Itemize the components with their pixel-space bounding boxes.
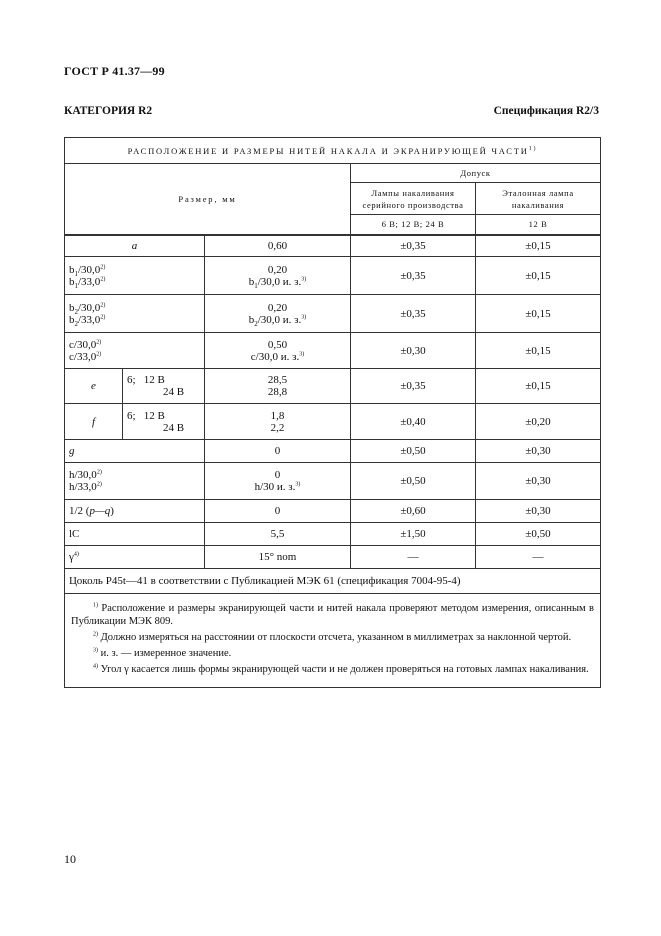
footnote-mark: 2): [93, 631, 98, 638]
dim-value: [205, 404, 351, 440]
footnote-ref: 2): [100, 275, 106, 282]
table-row: [65, 546, 601, 569]
dim-label: [65, 463, 205, 500]
dim-subscript: 1: [74, 269, 78, 278]
footnote-ref: 2): [96, 469, 102, 476]
tol-reference: ±0,20: [476, 404, 601, 440]
reference-lamp-header: Эталонная лампа накаливания: [476, 183, 601, 215]
dim-subscript: 2: [74, 319, 78, 328]
dim-line: h/33,0: [69, 481, 97, 493]
footnote-ref: 3): [301, 275, 307, 282]
table-row: [65, 235, 601, 257]
tol-reference: ±0,15: [476, 257, 601, 295]
table-row: [65, 404, 601, 440]
tol-reference: ±0,50: [476, 523, 601, 546]
dim-measured: h/30 и. з.: [254, 481, 296, 493]
dimensions-table: [64, 137, 601, 688]
dim-line: c/30,0: [69, 338, 97, 351]
dim-value: [205, 369, 351, 404]
voltage-line: 24 В: [163, 386, 185, 398]
voltage-line: 24 В: [163, 421, 185, 434]
tol-serial: ±1,50: [351, 523, 476, 546]
tol-serial: ±0,50: [351, 463, 476, 500]
tol-serial: ±0,50: [351, 440, 476, 463]
specification-label: Спецификация R2/3: [493, 105, 599, 117]
dim-label-part: p—q: [89, 505, 111, 517]
footnote: [71, 647, 594, 660]
dim-label: lC: [65, 523, 205, 546]
footnote-mark: 3): [93, 647, 98, 654]
dim-distance: /30,0: [78, 263, 101, 276]
dim-value: [205, 333, 351, 369]
footnotes: [65, 594, 601, 688]
notes-row: [65, 594, 601, 688]
footnote-ref: 3): [299, 350, 305, 357]
dim-symbol: b: [248, 275, 255, 288]
dim-label: e: [65, 369, 123, 404]
footnote: [71, 602, 594, 628]
dim-subscript: 1: [254, 281, 258, 290]
footnote-text: Угол γ касается лишь формы экранирующей части и не должен проверяться на готовых лампах накаливания.: [100, 664, 589, 675]
table-row: [65, 523, 601, 546]
cap-text: Цоколь P45t—41 в соответствии с Публикацией МЭК 61 (спецификация 7004-95-4): [65, 569, 601, 594]
footnote-ref: 2): [96, 350, 102, 357]
dim-value: 5,5: [205, 523, 351, 546]
dim-subscript: 2: [74, 307, 78, 316]
dim-symbol: b: [248, 313, 255, 326]
cap-row: [65, 569, 601, 594]
footnote-text: Расположение и размеры экранирующей части и нитей накала проверяют методом измерения, описанным в Публикации МЭК 809.: [71, 603, 594, 627]
tol-serial: ±0,35: [351, 257, 476, 295]
dim-value: [205, 463, 351, 500]
tol-serial: ±0,35: [351, 235, 476, 257]
table-row: [65, 333, 601, 369]
dim-value: [205, 257, 351, 295]
tol-serial: ±0,40: [351, 404, 476, 440]
header-row: [65, 164, 601, 183]
page-number: 10: [64, 852, 76, 866]
table-row: [65, 500, 601, 523]
dim-measured: /30,0 и. з.: [257, 313, 302, 326]
table-title-text: РАСПОЛОЖЕНИЕ И РАЗМЕРЫ НИТЕЙ НАКАЛА И ЭКРАНИРУЮЩЕЙ ЧАСТИ: [127, 145, 529, 156]
dim-value-line: 1,8: [270, 409, 285, 422]
serial-lamps-header: Лампы накаливания серийного производства: [351, 183, 476, 215]
tol-serial: —: [351, 546, 476, 569]
dim-symbol: b: [69, 313, 75, 326]
dim-symbol: b: [69, 301, 75, 314]
footnote-ref: 2): [100, 263, 106, 270]
dim-measured: c/30,0 и. з.: [250, 350, 300, 363]
tol-reference: ±0,30: [476, 463, 601, 500]
tolerance-header: Допуск: [351, 164, 601, 183]
tol-reference: ±0,15: [476, 295, 601, 333]
footnote-ref: 2): [100, 313, 106, 320]
tol-reference: ±0,15: [476, 333, 601, 369]
dim-label: [65, 546, 205, 569]
dim-label: [65, 257, 205, 295]
table-row: [65, 440, 601, 463]
footnote: [71, 663, 594, 676]
category-label: КАТЕГОРИЯ R2: [64, 105, 153, 117]
dim-voltage: [123, 369, 205, 404]
serial-voltage: 6 В; 12 В; 24 В: [351, 215, 476, 235]
tol-reference: ±0,30: [476, 500, 601, 523]
dim-value: [205, 295, 351, 333]
footnote-ref: 4): [73, 551, 79, 558]
dim-value-line: 28,5: [267, 374, 288, 386]
footnote-ref: 2): [96, 338, 102, 345]
dim-subscript: 1: [74, 281, 78, 290]
table-row: [65, 463, 601, 500]
tol-reference: ±0,15: [476, 369, 601, 404]
dim-label: a: [65, 235, 205, 257]
document-standard-number: ГОСТ Р 41.37—99: [64, 64, 165, 78]
dim-value: 0,60: [205, 235, 351, 257]
footnote-mark: 1): [93, 602, 98, 609]
dim-value-line: 28,8: [267, 386, 288, 398]
table-title-row: [65, 138, 601, 164]
size-header: Размер, мм: [65, 164, 351, 235]
table-row: [65, 257, 601, 295]
dim-label: [65, 295, 205, 333]
dim-label: g: [65, 440, 205, 463]
dim-value: 0: [205, 500, 351, 523]
dim-value-line: 0,20: [267, 301, 288, 314]
dim-distance: /30,0: [78, 301, 101, 314]
dim-distance: /33,0: [78, 313, 101, 326]
footnote-ref: 3): [295, 481, 301, 488]
voltage-line: 6; 12 В: [127, 409, 165, 422]
reference-voltage: 12 В: [476, 215, 601, 235]
dim-value-line: 2,2: [270, 421, 285, 434]
tol-serial: ±0,35: [351, 295, 476, 333]
footnote: [71, 631, 594, 644]
tol-reference: ±0,30: [476, 440, 601, 463]
dim-distance: /33,0: [78, 275, 101, 288]
gamma-symbol: γ: [69, 551, 74, 563]
dim-measured: /30,0 и. з.: [257, 275, 302, 288]
table-row: [65, 295, 601, 333]
dim-subscript: 2: [254, 319, 258, 328]
dim-value-line: 0,20: [267, 263, 288, 276]
dim-value: 15° nom: [205, 546, 351, 569]
dim-label: [65, 500, 205, 523]
tol-serial: ±0,30: [351, 333, 476, 369]
table-row: [65, 369, 601, 404]
dim-value-line: 0: [274, 469, 281, 481]
dim-symbol: b: [69, 275, 75, 288]
footnote-ref: 1): [528, 145, 538, 152]
dim-label: [65, 333, 205, 369]
footnote-ref: 3): [301, 313, 307, 320]
footnote-ref: 2): [96, 481, 102, 488]
footnote-text: Должно измеряться на расстоянии от плоскости отсчета, указанном в миллиметрах за наклонной чертой.: [100, 632, 572, 643]
dim-voltage: [123, 404, 205, 440]
dim-label: f: [65, 404, 123, 440]
dim-label-part: 1/2 (: [69, 505, 90, 517]
tol-serial: ±0,60: [351, 500, 476, 523]
dim-value: 0: [205, 440, 351, 463]
tol-reference: —: [476, 546, 601, 569]
footnote-mark: 4): [93, 663, 98, 670]
tol-serial: ±0,35: [351, 369, 476, 404]
tol-reference: ±0,15: [476, 235, 601, 257]
dim-line: c/33,0: [69, 350, 97, 363]
dim-symbol: b: [69, 263, 75, 276]
voltage-line: 6; 12 В: [127, 374, 165, 386]
table-title: [65, 138, 601, 164]
footnote-ref: 2): [100, 301, 106, 308]
dim-value-line: 0,50: [267, 338, 288, 351]
dim-line: h/30,0: [69, 469, 97, 481]
dim-label-part: ): [110, 505, 114, 517]
footnote-text: и. з. — измеренное значение.: [100, 648, 232, 659]
